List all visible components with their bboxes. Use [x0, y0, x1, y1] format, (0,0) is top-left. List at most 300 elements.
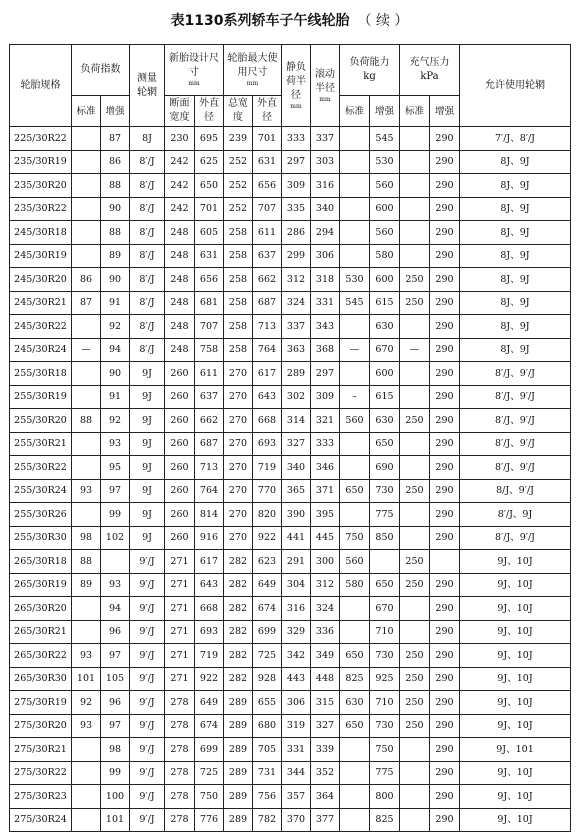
table-row [10, 620, 571, 644]
table-row [10, 127, 571, 151]
table-row [10, 738, 571, 762]
table-cell [400, 785, 430, 809]
table-cell [340, 808, 370, 832]
table-cell: 775 [370, 503, 400, 527]
table-row [10, 597, 571, 621]
table-cell: 329 [282, 620, 311, 644]
table-cell: 87 [101, 127, 130, 151]
table-cell [72, 221, 101, 245]
table-cell: 9J、10J [460, 714, 571, 738]
table-cell [400, 432, 430, 456]
table-cell: 650 [370, 573, 400, 597]
table-cell: 290 [430, 127, 460, 151]
table-cell: 96 [101, 691, 130, 715]
table-cell: 270 [224, 526, 253, 550]
table-cell: 92 [101, 315, 130, 339]
table-cell: 352 [311, 761, 340, 785]
table-cell: 713 [195, 456, 224, 480]
header-inflation-pressure: 充气压力kPa [400, 45, 460, 96]
table-cell: 344 [282, 761, 311, 785]
table-cell [72, 174, 101, 198]
table-cell: 580 [340, 573, 370, 597]
table-cell: 290 [430, 362, 460, 386]
table-cell: 260 [165, 362, 195, 386]
table-cell: 290 [430, 761, 460, 785]
table-cell: 9J [130, 456, 165, 480]
table-cell: 707 [195, 315, 224, 339]
table-cell: 270 [224, 362, 253, 386]
table-cell: 615 [370, 385, 400, 409]
table-cell: 290 [430, 503, 460, 527]
table-cell: 560 [370, 174, 400, 198]
header-load-cap-reinforced: 增强 [370, 96, 400, 127]
table-cell: 530 [370, 150, 400, 174]
table-cell: — [340, 338, 370, 362]
table-cell: 271 [165, 620, 195, 644]
table-cell: 290 [430, 432, 460, 456]
table-cell: 290 [430, 620, 460, 644]
table-cell: 545 [370, 127, 400, 151]
table-row [10, 644, 571, 668]
table-cell: 9J、10J [460, 550, 571, 574]
table-cell: 260 [165, 526, 195, 550]
header-total-width: 总宽度 [224, 96, 253, 127]
table-cell: 290 [430, 244, 460, 268]
table-cell: 600 [370, 362, 400, 386]
tire-size-cell: 235/30R22 [10, 197, 72, 221]
table-cell: 731 [253, 761, 282, 785]
table-cell: 8′/J [130, 244, 165, 268]
table-cell: 637 [253, 244, 282, 268]
table-cell: 289 [224, 808, 253, 832]
table-cell: 668 [195, 597, 224, 621]
table-cell: 617 [195, 550, 224, 574]
table-cell: 258 [224, 244, 253, 268]
tire-size-cell: 265/30R22 [10, 644, 72, 668]
table-cell: 290 [430, 197, 460, 221]
table-cell: 8′/J、9J [460, 503, 571, 527]
table-cell: 271 [165, 597, 195, 621]
table-cell: 339 [311, 738, 340, 762]
table-cell: 270 [224, 456, 253, 480]
table-cell: 560 [340, 409, 370, 433]
table-cell: 656 [253, 174, 282, 198]
header-static-radius-label: 静负荷半径 [286, 61, 306, 101]
table-row [10, 479, 571, 503]
table-cell: 321 [311, 409, 340, 433]
table-cell: 260 [165, 385, 195, 409]
table-cell: 250 [400, 409, 430, 433]
table-cell: 291 [282, 550, 311, 574]
table-cell: 775 [370, 761, 400, 785]
tire-size-cell: 255/30R21 [10, 432, 72, 456]
tire-size-cell: 245/30R24 [10, 338, 72, 362]
table-cell: 304 [282, 573, 311, 597]
header-load-cap-standard: 标准 [340, 96, 370, 127]
table-cell: 248 [165, 338, 195, 362]
table-cell: 922 [195, 667, 224, 691]
table-cell [340, 150, 370, 174]
header-rolling-radius [311, 45, 340, 127]
table-cell: 86 [72, 268, 101, 292]
table-cell: 271 [165, 667, 195, 691]
tire-size-cell: 225/30R22 [10, 127, 72, 151]
table-cell: 680 [253, 714, 282, 738]
table-cell: 650 [370, 432, 400, 456]
table-cell: 335 [282, 197, 311, 221]
table-cell: 650 [340, 479, 370, 503]
table-cell: 303 [311, 150, 340, 174]
table-cell: 370 [282, 808, 311, 832]
table-cell: 756 [253, 785, 282, 809]
table-cell: 93 [72, 714, 101, 738]
table-cell: 290 [430, 667, 460, 691]
table-cell: 820 [253, 503, 282, 527]
table-row [10, 503, 571, 527]
table-cell: 814 [195, 503, 224, 527]
table-row [10, 150, 571, 174]
table-cell: 239 [224, 127, 253, 151]
table-cell: 611 [253, 221, 282, 245]
table-cell: 615 [370, 291, 400, 315]
table-cell: 630 [340, 691, 370, 715]
table-cell [400, 150, 430, 174]
table-cell: 650 [340, 714, 370, 738]
table-cell: 364 [311, 785, 340, 809]
table-cell: 9′/J [130, 785, 165, 809]
tire-size-cell: 235/30R20 [10, 174, 72, 198]
table-row [10, 338, 571, 362]
table-cell [72, 761, 101, 785]
table-cell [370, 550, 400, 574]
table-title-suffix: （ 续 ） [357, 13, 409, 29]
table-cell: 333 [282, 127, 311, 151]
table-cell: 750 [340, 526, 370, 550]
table-cell: 270 [224, 432, 253, 456]
table-cell: 88 [72, 409, 101, 433]
table-cell: 248 [165, 291, 195, 315]
table-cell: 88 [72, 550, 101, 574]
table-cell: 643 [195, 573, 224, 597]
table-cell: 699 [253, 620, 282, 644]
table-cell [72, 362, 101, 386]
table-cell: 9′/J [130, 597, 165, 621]
table-cell: 928 [253, 667, 282, 691]
table-cell: 687 [195, 432, 224, 456]
header-load-standard: 标准 [72, 96, 101, 127]
table-cell: 290 [430, 174, 460, 198]
table-cell: 8J、9J [460, 150, 571, 174]
table-cell: 662 [253, 268, 282, 292]
table-row [10, 550, 571, 574]
table-cell: 100 [101, 785, 130, 809]
table-cell [400, 315, 430, 339]
table-cell: 282 [224, 550, 253, 574]
header-tire-size: 轮胎规格 [10, 45, 72, 127]
table-cell: 349 [311, 644, 340, 668]
table-cell: 9J [130, 409, 165, 433]
table-cell: 289 [224, 761, 253, 785]
table-cell: 314 [282, 409, 311, 433]
header-max-service [224, 45, 282, 96]
table-cell: 260 [165, 409, 195, 433]
table-cell: 8′/J [130, 338, 165, 362]
table-cell: 693 [253, 432, 282, 456]
table-cell: 8′/J [130, 197, 165, 221]
table-cell: 290 [430, 150, 460, 174]
table-cell [400, 456, 430, 480]
table-cell: 258 [224, 291, 253, 315]
table-cell: 670 [370, 597, 400, 621]
table-cell: 260 [165, 456, 195, 480]
table-cell: — [72, 338, 101, 362]
table-cell: 290 [430, 714, 460, 738]
table-cell: – [340, 385, 370, 409]
table-cell: 290 [430, 221, 460, 245]
table-cell: 340 [311, 197, 340, 221]
table-cell: 290 [430, 409, 460, 433]
table-cell: 390 [282, 503, 311, 527]
header-max-service-unit: mm [246, 80, 259, 87]
table-cell: 271 [165, 644, 195, 668]
table-cell: 630 [370, 315, 400, 339]
table-cell: 299 [282, 244, 311, 268]
table-cell: 770 [253, 479, 282, 503]
table-cell: 674 [253, 597, 282, 621]
table-cell: 337 [282, 315, 311, 339]
table-cell: 800 [370, 785, 400, 809]
table-cell: 9′/J [130, 808, 165, 832]
table-cell: 9′/J [130, 691, 165, 715]
table-cell: 9J、101 [460, 738, 571, 762]
table-cell: 725 [253, 644, 282, 668]
table-cell: 8′/J [130, 221, 165, 245]
table-cell [340, 221, 370, 245]
table-cell: 707 [253, 197, 282, 221]
tire-size-cell: 265/30R20 [10, 597, 72, 621]
table-cell: 300 [311, 550, 340, 574]
table-cell: 278 [165, 808, 195, 832]
tire-size-cell: 255/30R18 [10, 362, 72, 386]
table-row [10, 385, 571, 409]
table-cell: 242 [165, 174, 195, 198]
table-cell: 560 [340, 550, 370, 574]
table-cell: 309 [282, 174, 311, 198]
table-cell: 289 [282, 362, 311, 386]
header-rolling-radius-label: 滚动半径 [315, 68, 335, 94]
table-cell: 670 [370, 338, 400, 362]
table-cell: 8′/J [130, 315, 165, 339]
table-cell [340, 315, 370, 339]
table-cell: 99 [101, 503, 130, 527]
table-cell: 258 [224, 338, 253, 362]
table-cell: 9′/J [130, 550, 165, 574]
table-cell: 316 [311, 174, 340, 198]
table-cell: 315 [311, 691, 340, 715]
table-cell: 8′/J、9′/J [460, 526, 571, 550]
tire-size-cell: 255/30R30 [10, 526, 72, 550]
table-row [10, 174, 571, 198]
table-cell: 290 [430, 526, 460, 550]
tire-size-cell: 245/30R19 [10, 244, 72, 268]
table-cell [400, 503, 430, 527]
table-cell [72, 385, 101, 409]
table-cell: 9′/J [130, 644, 165, 668]
table-cell [340, 432, 370, 456]
table-cell: 248 [165, 268, 195, 292]
table-cell: 98 [101, 738, 130, 762]
table-cell: 297 [282, 150, 311, 174]
table-cell: 252 [224, 174, 253, 198]
table-cell: 655 [253, 691, 282, 715]
header-new-tire-design-label: 新胎设计尺寸 [169, 53, 219, 78]
table-cell [400, 761, 430, 785]
table-cell [340, 197, 370, 221]
tire-size-cell: 265/30R21 [10, 620, 72, 644]
table-row [10, 268, 571, 292]
table-cell: 713 [253, 315, 282, 339]
table-cell: 9J [130, 432, 165, 456]
table-cell: 8′/J [130, 174, 165, 198]
table-cell [72, 315, 101, 339]
table-cell: 850 [370, 526, 400, 550]
table-cell [400, 174, 430, 198]
table-cell: 101 [101, 808, 130, 832]
table-cell: 290 [430, 785, 460, 809]
table-cell: 650 [340, 644, 370, 668]
table-cell: 630 [370, 409, 400, 433]
table-cell: 93 [101, 432, 130, 456]
table-cell: 318 [311, 268, 340, 292]
table-cell: 8′/J [130, 150, 165, 174]
header-pressure-reinforced: 增强 [430, 96, 460, 127]
table-cell: 340 [282, 456, 311, 480]
table-cell: 693 [195, 620, 224, 644]
table-cell: 105 [101, 667, 130, 691]
tire-spec-table [9, 44, 571, 832]
table-row [10, 291, 571, 315]
table-cell [72, 738, 101, 762]
table-cell: 90 [101, 362, 130, 386]
table-cell [72, 432, 101, 456]
table-cell: 371 [311, 479, 340, 503]
table-cell: 580 [370, 244, 400, 268]
tire-size-cell: 265/30R19 [10, 573, 72, 597]
table-cell: 625 [195, 150, 224, 174]
table-cell: 395 [311, 503, 340, 527]
table-cell [400, 385, 430, 409]
tire-size-cell: 275/30R24 [10, 808, 72, 832]
table-cell: 97 [101, 644, 130, 668]
table-cell: 674 [195, 714, 224, 738]
table-cell: 9J、10J [460, 691, 571, 715]
table-cell: 250 [400, 573, 430, 597]
table-cell [400, 620, 430, 644]
table-cell: 286 [282, 221, 311, 245]
header-static-radius-unit: mm [290, 102, 302, 110]
table-cell: 699 [195, 738, 224, 762]
table-cell: 649 [253, 573, 282, 597]
table-cell: 230 [165, 127, 195, 151]
table-row [10, 221, 571, 245]
table-cell: 94 [101, 597, 130, 621]
table-cell: 278 [165, 714, 195, 738]
table-cell: 730 [370, 714, 400, 738]
table-cell: 443 [282, 667, 311, 691]
header-load-capacity: 负荷能力kg [340, 45, 400, 96]
table-cell: 90 [101, 197, 130, 221]
table-cell: 260 [165, 503, 195, 527]
table-cell: 258 [224, 315, 253, 339]
table-cell: 319 [282, 714, 311, 738]
table-cell: 271 [165, 573, 195, 597]
table-cell: 9J [130, 362, 165, 386]
table-cell: 250 [400, 667, 430, 691]
tire-size-cell: 275/30R21 [10, 738, 72, 762]
table-cell: 8′/J、9′/J [460, 409, 571, 433]
table-cell: 690 [370, 456, 400, 480]
table-cell [340, 785, 370, 809]
table-cell: 9J、10J [460, 620, 571, 644]
table-cell: 545 [340, 291, 370, 315]
table-cell: 324 [311, 597, 340, 621]
tire-size-cell: 245/30R18 [10, 221, 72, 245]
table-cell: 8J [130, 127, 165, 151]
table-cell: 825 [340, 667, 370, 691]
table-row [10, 761, 571, 785]
table-cell: 8J、9J [460, 338, 571, 362]
table-cell: 252 [224, 197, 253, 221]
table-cell: 97 [101, 479, 130, 503]
table-cell: 93 [101, 573, 130, 597]
table-cell: 95 [101, 456, 130, 480]
table-cell: 605 [195, 221, 224, 245]
table-cell [72, 785, 101, 809]
table-cell: 101 [72, 667, 101, 691]
table-cell [400, 244, 430, 268]
table-cell: 448 [311, 667, 340, 691]
table-cell: 278 [165, 691, 195, 715]
table-cell: 316 [282, 597, 311, 621]
table-cell: 649 [195, 691, 224, 715]
table-cell: 91 [101, 385, 130, 409]
table-row [10, 667, 571, 691]
table-cell [400, 127, 430, 151]
table-cell: 600 [370, 268, 400, 292]
table-cell: 8′/J、9′/J [460, 432, 571, 456]
table-cell: 92 [101, 409, 130, 433]
table-cell [72, 808, 101, 832]
table-cell: 331 [282, 738, 311, 762]
table-cell: 730 [370, 479, 400, 503]
table-cell: 327 [311, 714, 340, 738]
table-cell: 290 [430, 456, 460, 480]
table-cell: 290 [430, 808, 460, 832]
table-cell: 9J、10J [460, 597, 571, 621]
table-title [0, 10, 579, 30]
table-cell: 290 [430, 597, 460, 621]
table-cell: 289 [224, 691, 253, 715]
table-cell: 306 [282, 691, 311, 715]
table-cell: 637 [195, 385, 224, 409]
table-cell: 333 [311, 432, 340, 456]
table-cell: 9J、10J [460, 573, 571, 597]
table-row [10, 456, 571, 480]
table-cell: 9′/J [130, 738, 165, 762]
table-cell: 662 [195, 409, 224, 433]
table-row [10, 808, 571, 832]
table-cell: 8J、9J [460, 291, 571, 315]
